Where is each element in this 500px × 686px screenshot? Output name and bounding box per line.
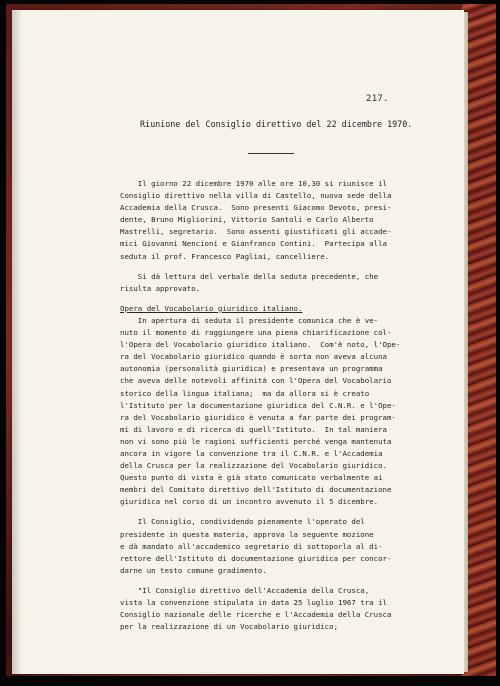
text-line: risulta approvato.	[120, 283, 201, 293]
text-line: membri del Comitato direttivo dell'Istituto di documentazione	[120, 485, 392, 495]
paragraph-gap	[120, 295, 410, 303]
text-line: seduta il prof. Francesco Pagliai, cancelliere.	[120, 251, 330, 261]
text-line: Accademia della Crusca. Sono presenti Giacomo Devoto, presi-	[120, 203, 392, 213]
text-line: giuridica nel corso di un incontro avvenuto il 5 dicembre.	[120, 497, 379, 507]
text-line: mici Giovanni Nencioni e Gianfranco Contini. Partecipa alla	[120, 239, 387, 249]
text-line: Consiglio nazionale delle ricerche e l'Accademia della Crusca	[120, 610, 392, 620]
text-line: Questo punto di vista è già stato comunicato verbalmente ai	[120, 473, 383, 483]
text-line: "Il Consiglio direttivo dell'Accademia della Crusca,	[120, 585, 370, 595]
text-line: e dà mandato all'accademico segretario di sottoporla al di-	[120, 541, 383, 551]
text-line: Si dà lettura del verbale della seduta precedente, che	[120, 271, 379, 281]
page-edge	[464, 12, 468, 672]
text-line: della Crusca per la realizzazione del Vocabolario giuridico.	[120, 461, 387, 471]
paragraph-gap	[120, 263, 410, 271]
text-line: ra del Vocabolario giuridico quando è sorta non aveva alcuna	[120, 352, 387, 362]
text-line: l'Istituto per la documentazione giuridica del C.N.R. e l'Ope-	[120, 400, 396, 410]
text-line: l'Opera del Vocabolario giuridico italiano. Com'è noto, l'Ope-	[120, 340, 401, 350]
text-line: Mastrelli, segretario. Sono assenti giustificati gli accade-	[120, 227, 392, 237]
document-page	[12, 10, 464, 674]
text-line: Il Consiglio, condividendo pienamente l'operato del	[120, 517, 365, 527]
section-heading: Opera del Vocabolario giuridico italiano.	[120, 303, 303, 313]
text-line: autonomia (personalità giuridica) e presentava un programma	[120, 364, 383, 374]
text-line: vista la convenzione stipulata in data 25 luglio 1967 tra il	[120, 598, 387, 607]
text-line: ra del Vocabolario giuridico è venuta a far parte dei program-	[120, 412, 396, 422]
text-line: darne un testo comune gradimento.	[120, 565, 267, 575]
page-title: Riunione del Consiglio direttivo del 22 dicembre 1970.	[140, 119, 413, 129]
text-line: che aveva delle notevoli affinità con l'Opera del Vocabolario	[120, 376, 392, 386]
text-line: ancora in vigore la convenzione tra il C.N.R. e l'Accademia	[120, 448, 383, 458]
text-line: rettore dell'Istituto di documentazione giuridica per concor-	[120, 553, 392, 563]
text-line: Il giorno 22 dicembre 1970 alle ore 10,30 si riunisce il	[120, 179, 387, 188]
paragraph-gap	[120, 508, 410, 516]
text-line: presidente in questa materia, approva la seguente mozione	[120, 529, 374, 539]
binding-shadow	[12, 10, 22, 674]
text-line: non vi sono più le ragioni sufficienti perché venga mantenuta	[120, 436, 392, 446]
title-underline	[248, 153, 294, 154]
text-line: per la realizzazione di un Vocabolario giuridico;	[120, 622, 339, 632]
text-line: nuto il momento di raggiungere una piena chiarificazione col-	[120, 328, 392, 338]
document-body	[120, 178, 410, 633]
text-line: storico della lingua italiana; ma da allora si è creato	[120, 388, 370, 398]
page-number: 217.	[366, 94, 389, 104]
paragraph-gap	[120, 577, 410, 585]
text-line: Consiglio direttivo nella villa di Castello, nuova sede della	[120, 191, 392, 201]
text-line: dente, Bruno Migliorini, Vittorio Santoli e Carlo Alberto	[120, 215, 374, 225]
text-line: In apertura di seduta il presidente comunica che è ve-	[120, 315, 379, 325]
text-line: mi di lavoro e di ricerca di quell'Istituto. In tal maniera	[120, 424, 387, 434]
